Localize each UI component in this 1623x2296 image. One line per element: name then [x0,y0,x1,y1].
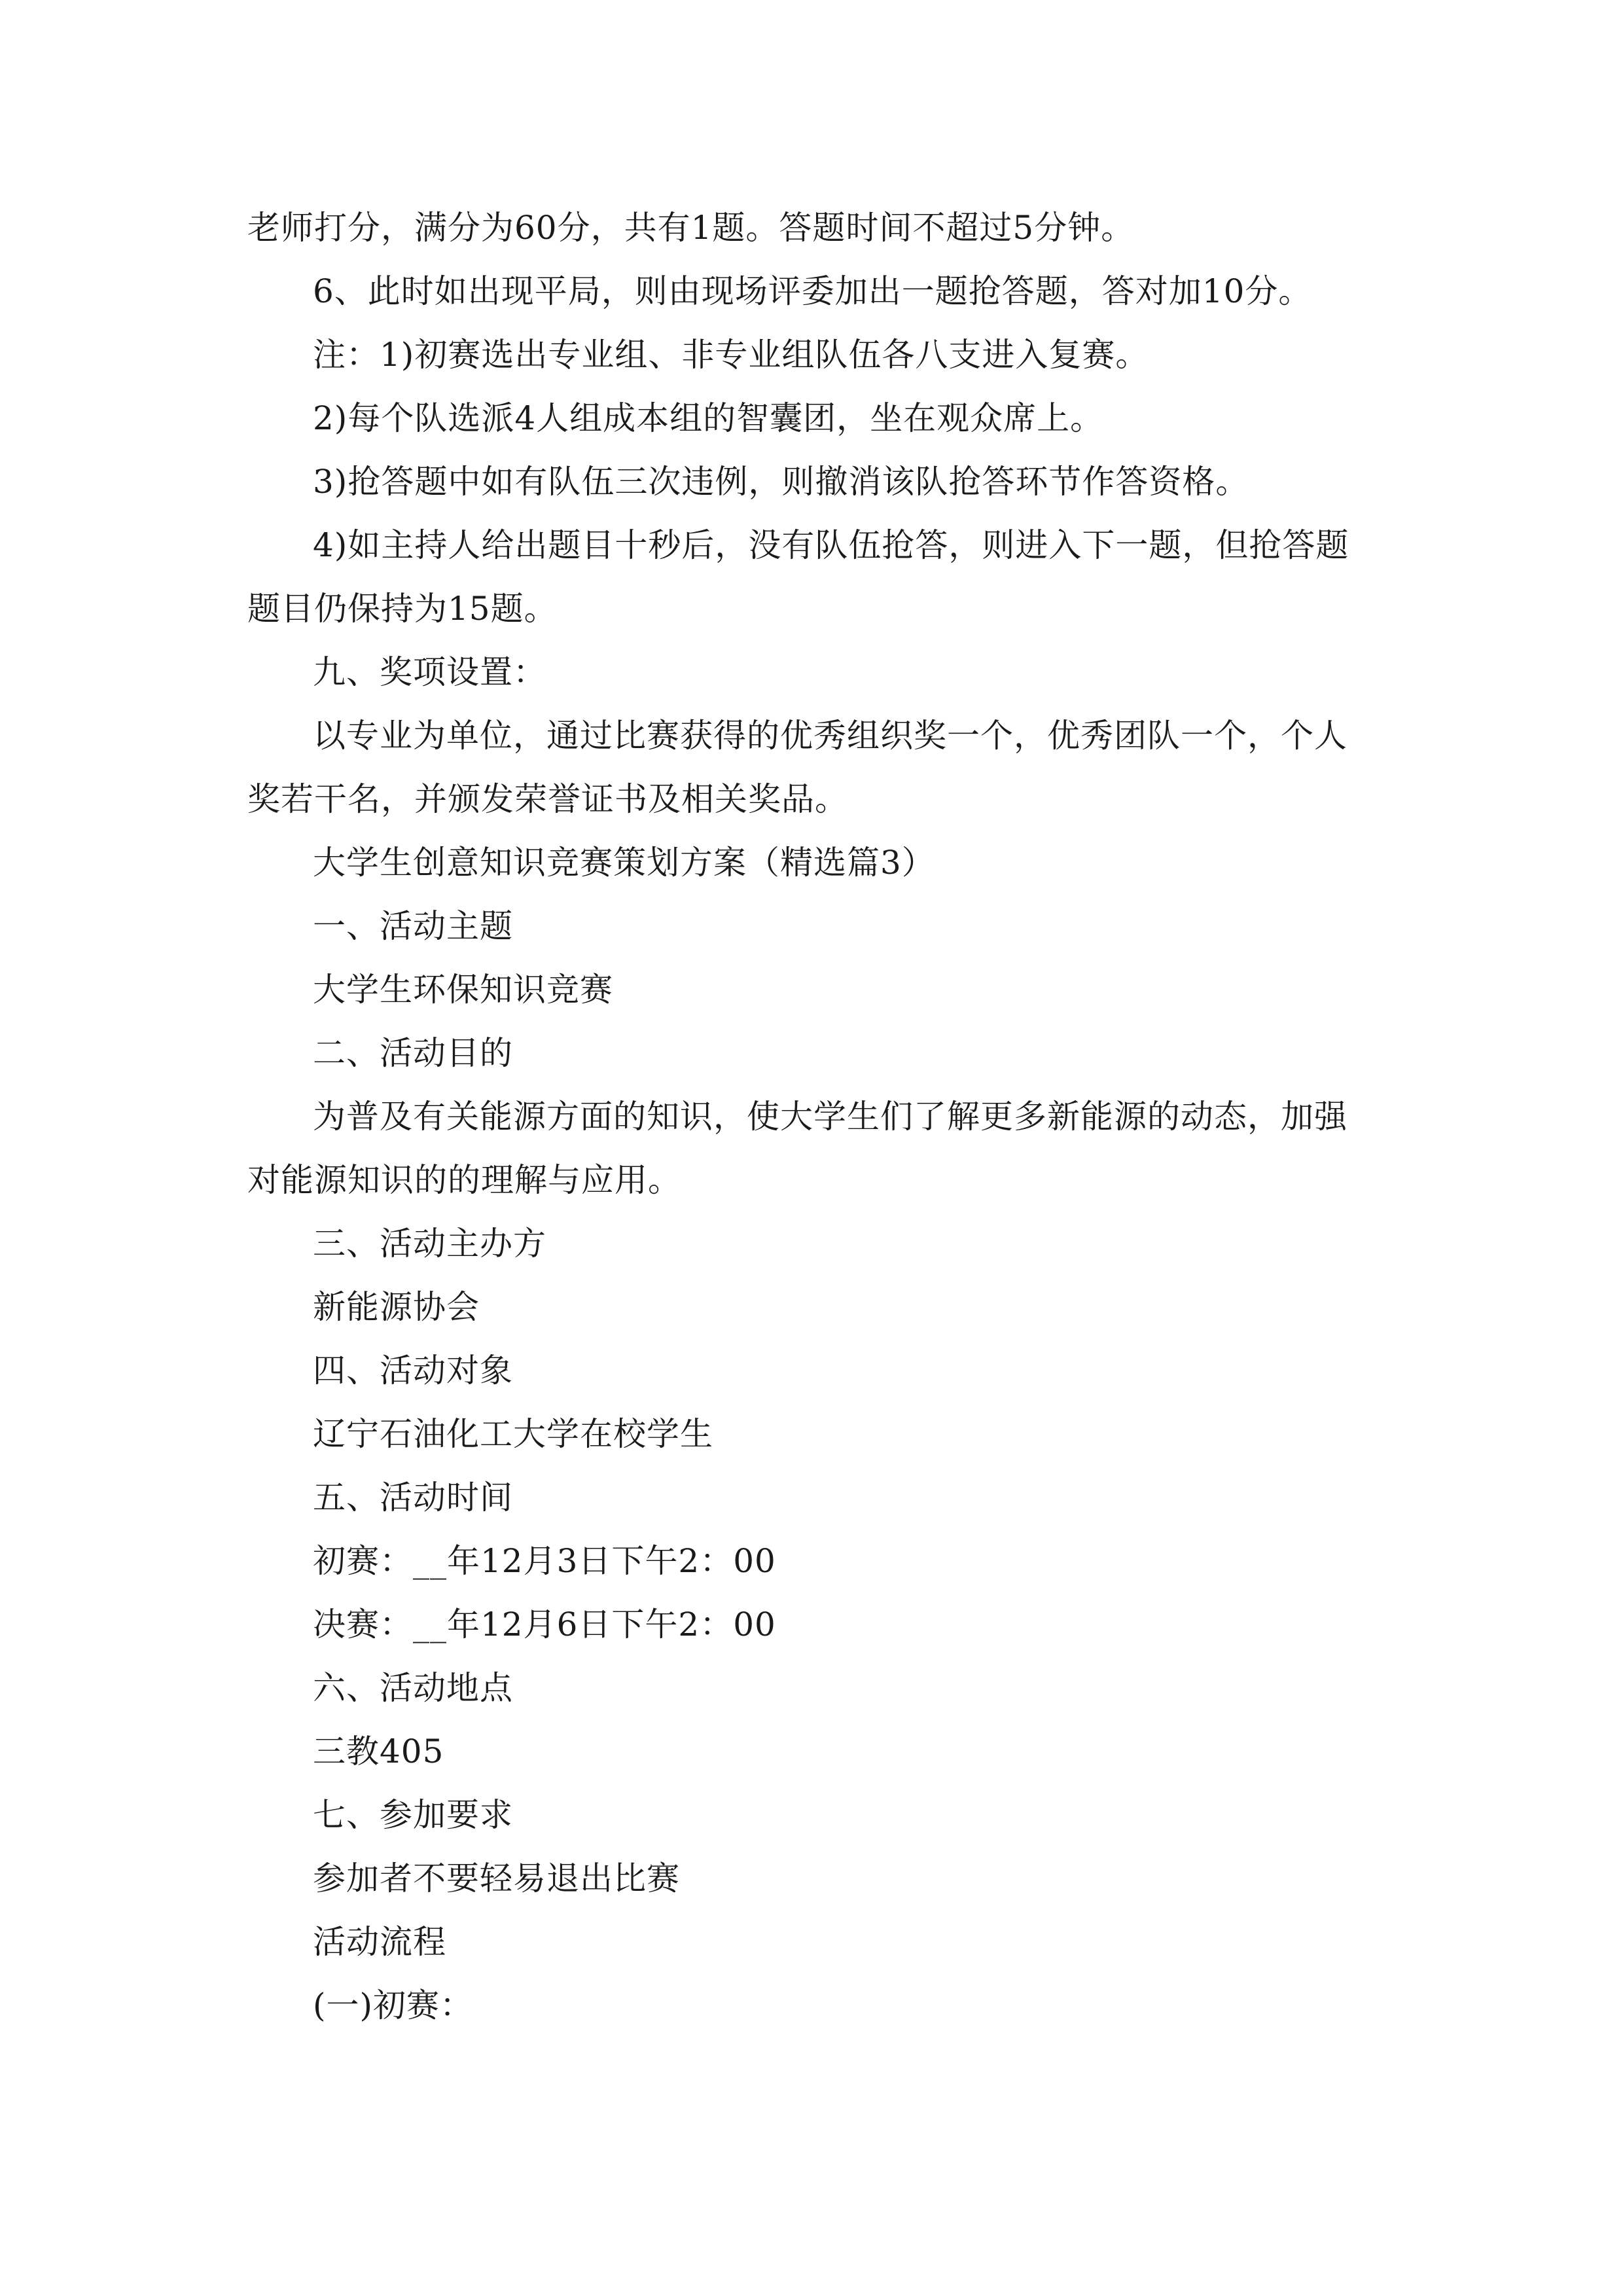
heading-theme: 一、活动主题 [313,907,513,945]
heading-organizer: 三、活动主办方 [313,1225,546,1263]
heading-process: 活动流程 [313,1923,446,1961]
paragraph-location: 三教405 [313,1732,444,1770]
heading-requirements: 七、参加要求 [313,1796,513,1834]
paragraph-awards: 以专业为单位，通过比赛获得的优秀组织奖一个，优秀团队一个，个人奖若干名，并颁发荣誉证书及相关奖品。 [247,717,1347,818]
paragraph-tiebreak-rule: 6、此时如出现平局，则由现场评委加出一题抢答题，答对加10分。 [313,272,1312,310]
paragraph-theme: 大学生环保知识竞赛 [313,971,613,1009]
heading-preliminary: (一)初赛： [313,1986,474,2024]
heading-time: 五、活动时间 [313,1479,513,1516]
paragraph-note-4: 4)如主持人给出题目十秒后，没有队伍抢答，则进入下一题，但抢答题题目仍保持为15题。 [247,526,1349,628]
paragraph-preliminary-time: 初赛：__年12月3日下午2：00 [313,1542,776,1580]
paragraph-note-3: 3)抢答题中如有队伍三次违例，则撤消该队抢答环节作答资格。 [313,463,1249,501]
paragraph-purpose: 为普及有关能源方面的知识，使大学生们了解更多新能源的动态，加强对能源知识的的理解与应用。 [247,1098,1347,1199]
paragraph-final-time: 决赛：__年12月6日下午2：00 [313,1605,776,1643]
paragraph-requirements: 参加者不要轻易退出比赛 [313,1859,680,1897]
paragraph-scoring-rule: 老师打分，满分为60分，共有1题。答题时间不超过5分钟。 [247,209,1135,247]
document-page [247,196,1376,2037]
paragraph-participants: 辽宁石油化工大学在校学生 [313,1415,713,1453]
paragraph-note-2: 2)每个队选派4人组成本组的智囊团，坐在观众席上。 [313,399,1104,437]
heading-purpose: 二、活动目的 [313,1034,513,1072]
paragraph-organizer: 新能源协会 [313,1288,480,1326]
heading-location: 六、活动地点 [313,1669,513,1707]
paragraph-note-1: 注：1)初赛选出专业组、非专业组队伍各八支进入复赛。 [313,336,1149,374]
heading-participants: 四、活动对象 [313,1352,513,1390]
heading-awards: 九、奖项设置： [313,653,546,691]
section-title: 大学生创意知识竞赛策划方案（精选篇3） [313,844,935,882]
